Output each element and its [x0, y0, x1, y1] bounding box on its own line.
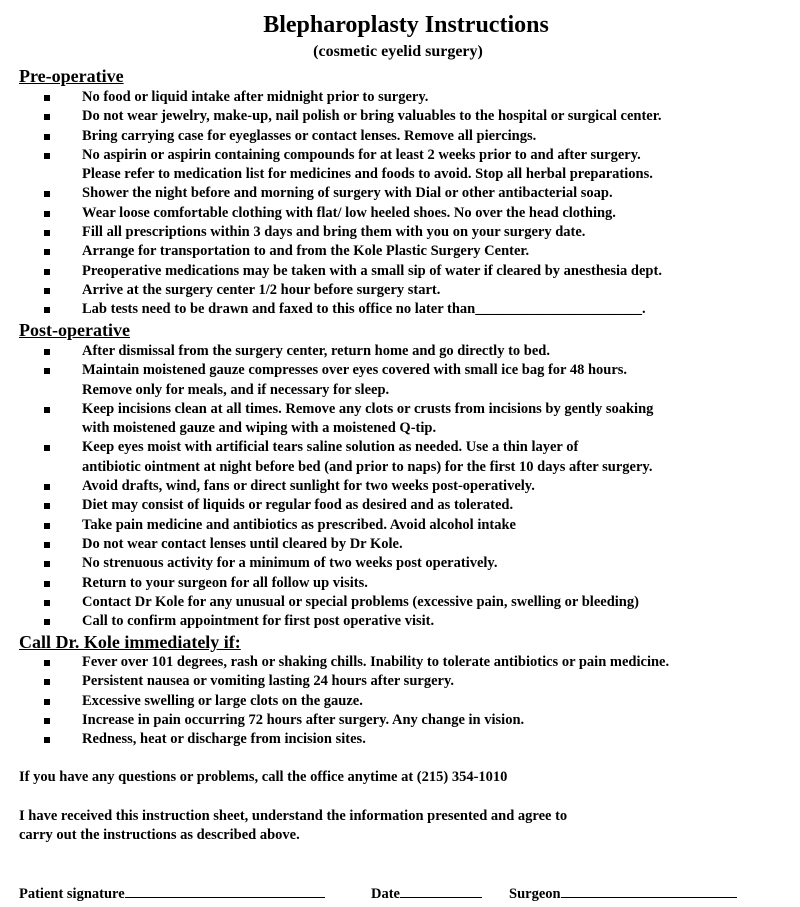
call-doctor-list — [0, 653, 800, 749]
bullet-icon — [44, 191, 50, 197]
list-item-text: No aspirin or aspirin containing compounds for at least 2 weeks prior to and after surgery. — [82, 146, 641, 163]
list-item-text: Call to confirm appointment for first post operative visit. — [82, 613, 435, 630]
list-item-text: Keep incisions clean at all times. Remove any clots or crusts from incisions by gently soaking — [82, 400, 654, 417]
pre-list-item — [0, 223, 800, 242]
bullet-icon — [44, 523, 50, 529]
list-item-text: Remove only for meals, and if necessary for sleep. — [82, 381, 390, 398]
list-item-text: Fever over 101 degrees, rash or shaking chills. Inability to tolerate antibiotics or pain medicine. — [82, 654, 670, 670]
post-list-item — [0, 554, 800, 573]
list-item-text: Excessive swelling or large clots on the gauze. — [82, 692, 363, 709]
list-item-text: Wear loose comfortable clothing with flat/ low heeled shoes. No over the head clothing. — [82, 204, 616, 221]
post-list-item — [0, 342, 800, 361]
date-blank[interactable] — [400, 883, 482, 898]
pre-list-item — [0, 146, 800, 185]
list-item-text: Arrange for transportation to and from the Kole Plastic Surgery Center. — [82, 243, 530, 260]
list-item-text: Diet may consist of liquids or regular food as desired and as tolerated. — [82, 497, 514, 514]
call-list-item — [0, 711, 800, 730]
document-subtitle: (cosmetic eyelid surgery) — [313, 43, 483, 60]
bullet-icon — [44, 153, 50, 159]
post-operative-heading: Post-operative — [19, 320, 130, 340]
bullet-icon — [44, 95, 50, 101]
list-item-text: Arrive at the surgery center 1/2 hour before surgery start. — [82, 281, 441, 298]
surgeon-label: Surgeon — [509, 886, 561, 902]
patient-signature-label: Patient signature — [19, 886, 125, 902]
bullet-icon — [44, 307, 50, 313]
bullet-icon — [44, 114, 50, 120]
bullet-icon — [44, 503, 50, 509]
list-item-text: with moistened gauze and wiping with a moistened Q-tip. — [82, 420, 437, 437]
call-list-item — [0, 653, 800, 672]
list-item-text: Lab tests need to be drawn and faxed to this office no later than_______________________. — [82, 301, 646, 318]
patient-signature-blank[interactable] — [125, 883, 325, 898]
bullet-icon — [44, 211, 50, 217]
pre-list-item — [0, 300, 800, 319]
list-item-text: Increase in pain occurring 72 hours after surgery. Any change in vision. — [82, 711, 525, 728]
list-item-text: Persistent nausea or vomiting lasting 24 hours after surgery. — [82, 673, 455, 690]
bullet-icon — [44, 660, 50, 666]
list-item-text: Bring carrying case for eyeglasses or contact lenses. Remove all piercings. — [82, 127, 537, 144]
patient-signature-field[interactable] — [19, 883, 325, 904]
list-item-text: Keep eyes moist with artificial tears saline solution as needed. Use a thin layer of — [82, 439, 579, 456]
bullet-icon — [44, 288, 50, 294]
bullet-icon — [44, 407, 50, 413]
post-list-item — [0, 574, 800, 593]
list-item-text: Contact Dr Kole for any unusual or special problems (excessive pain, swelling or bleeding) — [82, 593, 639, 610]
bullet-icon — [44, 600, 50, 606]
list-item-text: No strenuous activity for a minimum of two weeks post operatively. — [82, 555, 498, 572]
contact-line: If you have any questions or problems, call the office anytime at (215) 354-1010 — [19, 769, 508, 785]
call-list-item — [0, 672, 800, 691]
list-item-text: antibiotic ointment at night before bed (and prior to naps) for the first 10 days after surgery. — [82, 458, 653, 475]
post-list-item — [0, 535, 800, 554]
list-item-text: Redness, heat or discharge from incision sites. — [82, 731, 366, 748]
surgeon-field[interactable] — [509, 883, 737, 904]
post-list-item — [0, 361, 800, 400]
bullet-icon — [44, 230, 50, 236]
pre-list-item — [0, 204, 800, 223]
pre-list-item — [0, 127, 800, 146]
bullet-icon — [44, 718, 50, 724]
bullet-icon — [44, 484, 50, 490]
post-list-item — [0, 496, 800, 515]
pre-list-item — [0, 107, 800, 126]
call-doctor-heading: Call Dr. Kole immediately if: — [19, 632, 241, 652]
post-list-item — [0, 477, 800, 496]
list-item-text: Shower the night before and morning of surgery with Dial or other antibacterial soap. — [82, 185, 613, 202]
surgeon-blank[interactable] — [561, 883, 737, 898]
post-list-item — [0, 593, 800, 612]
bullet-icon — [44, 542, 50, 548]
bullet-icon — [44, 561, 50, 567]
bullet-icon — [44, 134, 50, 140]
bullet-icon — [44, 368, 50, 374]
list-item-text: Do not wear contact lenses until cleared by Dr Kole. — [82, 535, 403, 552]
list-item-text: Do not wear jewelry, make-up, nail polish or bring valuables to the hospital or surgical center. — [82, 108, 662, 125]
post-list-item — [0, 612, 800, 631]
post-list-item — [0, 516, 800, 535]
acknowledgement-line-2: carry out the instructions as described above. — [19, 827, 300, 843]
pre-operative-heading: Pre-operative — [19, 66, 124, 86]
pre-list-item — [0, 242, 800, 261]
post-list-item — [0, 438, 800, 477]
pre-list-item — [0, 184, 800, 203]
list-item-text: Please refer to medication list for medicines and foods to avoid. Stop all herbal preparations. — [82, 166, 653, 183]
list-item-text: After dismissal from the surgery center, return home and go directly to bed. — [82, 343, 550, 359]
bullet-icon — [44, 737, 50, 743]
list-item-text: Avoid drafts, wind, fans or direct sunlight for two weeks post-operatively. — [82, 478, 535, 495]
post-operative-list — [0, 342, 800, 631]
bullet-icon — [44, 269, 50, 275]
list-item-text: No food or liquid intake after midnight prior to surgery. — [82, 89, 429, 105]
call-list-item — [0, 730, 800, 749]
acknowledgement-line-1: I have received this instruction sheet, understand the information presented and agree to — [19, 808, 568, 824]
date-field[interactable] — [371, 883, 482, 904]
pre-list-item — [0, 281, 800, 300]
bullet-icon — [44, 679, 50, 685]
list-item-text: Maintain moistened gauze compresses over eyes covered with small ice bag for 48 hours. — [82, 362, 628, 379]
list-item-text: Preoperative medications may be taken with a small sip of water if cleared by anesthesia dept. — [82, 262, 662, 279]
list-item-text: Fill all prescriptions within 3 days and bring them with you on your surgery date. — [82, 224, 586, 241]
call-list-item — [0, 692, 800, 711]
post-list-item — [0, 400, 800, 439]
pre-list-item — [0, 88, 800, 107]
document-title: Blepharoplasty Instructions — [263, 12, 549, 38]
bullet-icon — [44, 349, 50, 355]
list-item-text: Return to your surgeon for all follow up visits. — [82, 574, 368, 591]
list-item-text: Take pain medicine and antibiotics as prescribed. Avoid alcohol intake — [82, 516, 516, 533]
bullet-icon — [44, 699, 50, 705]
bullet-icon — [44, 445, 50, 451]
bullet-icon — [44, 581, 50, 587]
pre-list-item — [0, 262, 800, 281]
date-label: Date — [371, 886, 400, 902]
bullet-icon — [44, 249, 50, 255]
pre-operative-list — [0, 88, 800, 320]
bullet-icon — [44, 619, 50, 625]
